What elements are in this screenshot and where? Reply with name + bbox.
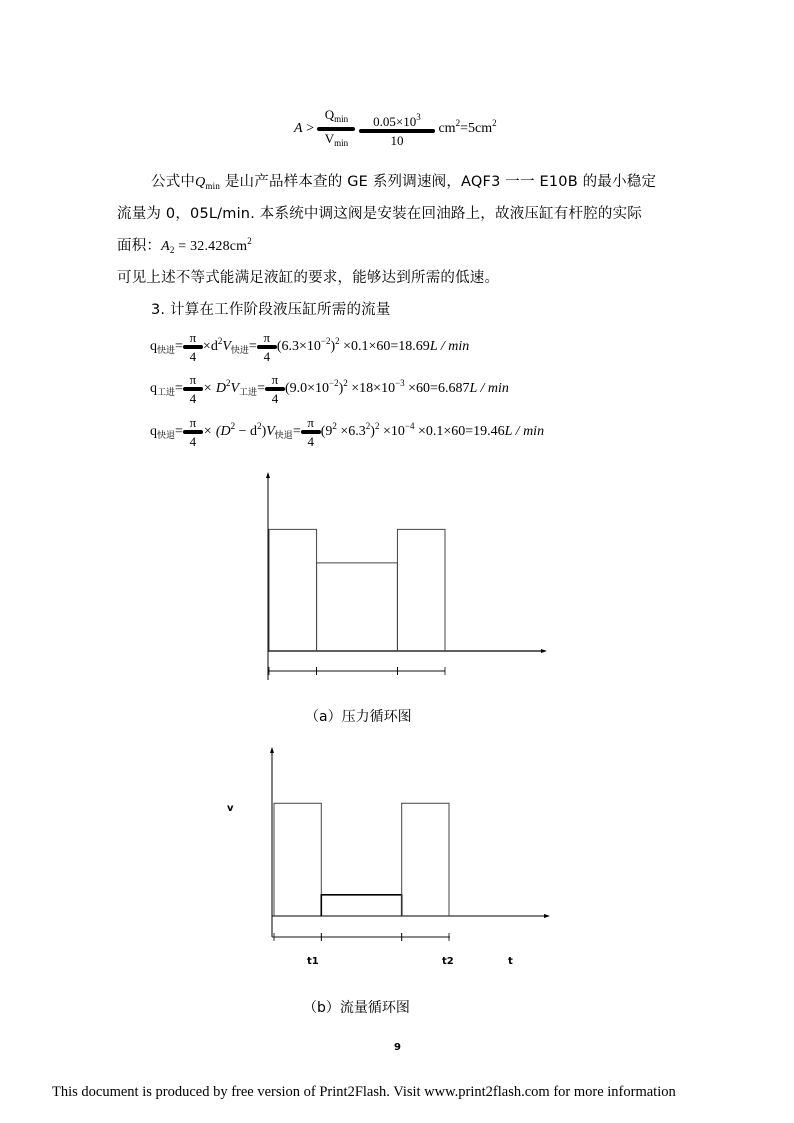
chart-b-tick-t1: t1 — [307, 956, 319, 967]
pi-fraction — [183, 416, 203, 448]
q-sub: min — [205, 181, 221, 191]
sup: 2 — [257, 421, 262, 432]
frac-denominator: 10 — [390, 133, 404, 148]
sup: −2 — [329, 378, 339, 389]
four: 4 — [263, 349, 271, 364]
flow-formula-work-feed: $q_{工进}=$ $\frac{\pi}{4}$ × $D^2V_{工进}=$ $\frac{\pi}{4}$ $(9.0\times 10^{-2})^2 \times 18\times 10^{-3} \times 60=6.687L / \min$ — [150, 372, 509, 406]
a2-sup: 2 — [247, 236, 252, 246]
flow-formula-fast-forward: $q_{快进}=$ $\frac{\pi}{4}$ $\times d^2V_{快进}=$ $\frac{\pi}{4}$ $(6.3\times 10^{-2})^2 \times 0.1\times 60=18.69L / \min$ — [150, 330, 470, 364]
pi-fraction — [301, 416, 321, 448]
term: ×0.1×60=18.69 — [339, 339, 430, 355]
v-symbol: V — [222, 339, 231, 355]
pi-fraction — [183, 373, 203, 405]
result: =5cm — [460, 121, 493, 137]
q-label: Q — [324, 107, 335, 122]
unit: L / min — [429, 339, 470, 355]
term: (6.3×10 — [276, 339, 321, 355]
q-sub: min — [334, 114, 349, 124]
sup: 2 — [230, 421, 236, 432]
cycle-segment-3 — [397, 529, 445, 651]
text-segment: 是山产品样本查的 GE 系列调速阀，AQF3 一一 E10B 的最小稳定 — [220, 174, 657, 190]
sup: 2 — [332, 421, 337, 432]
result-sup: 2 — [492, 118, 497, 129]
term: ) — [370, 424, 375, 440]
pi-fraction — [265, 373, 285, 405]
term: ×d — [202, 339, 218, 355]
text-segment: 面积： — [117, 238, 162, 254]
term: (9.0×10 — [284, 381, 330, 397]
v-sub: 快退 — [274, 430, 293, 441]
v-sub: min — [334, 138, 349, 148]
unit-sup: 2 — [455, 118, 461, 129]
numeric-fraction — [359, 111, 435, 147]
flow-formula-fast-return: $q_{快退}=$ $\frac{\pi}{4}$ × $(D^2 - d^2)V_{快退}=$ $\frac{\pi}{4}$ $(9^2 \times 6.3^2)^2 \times 10^{-4} \times 0.1\times 60=19.46L / \min$ — [150, 415, 545, 449]
q-label: q — [150, 381, 157, 397]
term: × (D — [202, 424, 231, 440]
x-axis-arrow — [544, 914, 550, 918]
four: 4 — [189, 349, 197, 364]
para-line-3 — [117, 234, 252, 255]
pi-fraction — [183, 331, 203, 363]
q-label: q — [150, 339, 157, 355]
term: ) — [261, 424, 267, 440]
pi-fraction — [257, 331, 277, 363]
frac-numerator: 0.05×10 — [373, 114, 417, 129]
q-sub: 快进 — [157, 345, 176, 356]
unit-cm: cm — [438, 121, 456, 137]
section-heading: 3. 计算在工作阶段液压缸所需的流量 — [151, 302, 391, 318]
term: ×10 — [379, 424, 405, 440]
a2-sub: 2 — [169, 245, 175, 255]
pi: π — [307, 415, 314, 430]
sup: 2 — [225, 378, 231, 389]
chart-b-ylabel: v — [227, 803, 234, 814]
term: ×0.1×60=19.46 — [414, 424, 505, 440]
footer-notice: This document is produced by free version of Print2Flash. Visit www.print2flash.com for more information — [52, 1084, 676, 1100]
chart-b-xlabel: t — [508, 956, 513, 967]
para-line-2: 流量为 0，05L/min. 本系统中调这阀是安装在回油路上，故液压缸有杆腔的实际 — [117, 206, 643, 222]
y-axis-arrow — [266, 472, 270, 478]
chart-b-tick-t2: t2 — [442, 956, 454, 967]
v-sub: 工进 — [239, 387, 258, 398]
sup: 2 — [365, 421, 371, 432]
para-line-4: 可见上述不等式能满足液缸的要求，能够达到所需的低速。 — [117, 270, 500, 286]
term: × D — [202, 381, 226, 397]
cycle-segment-1 — [269, 529, 317, 651]
a2-symbol: A — [161, 239, 170, 254]
q-over-v-fraction — [317, 108, 355, 150]
pi: π — [189, 415, 197, 430]
text-segment: 公式中 — [151, 174, 196, 190]
pi: π — [263, 330, 271, 345]
unit: L / min — [504, 424, 545, 440]
sup: −2 — [320, 336, 331, 347]
cycle-segment-1 — [274, 803, 321, 916]
term: (9 — [320, 424, 333, 440]
q-symbol: Q — [195, 175, 206, 190]
unit: L / min — [469, 381, 509, 397]
para-line-1 — [151, 170, 656, 191]
sup: 2 — [217, 336, 223, 347]
a2-value: = 32.428cm — [174, 239, 248, 254]
pi: π — [271, 372, 279, 387]
term: ×18×10 — [347, 381, 396, 397]
frac-num-sup: 3 — [416, 112, 421, 122]
pi: π — [189, 372, 197, 387]
term: ) — [330, 339, 336, 355]
y-axis-arrow — [270, 747, 274, 753]
v-sub: 快进 — [230, 345, 249, 356]
four: 4 — [307, 434, 314, 449]
cycle-segment-3 — [402, 803, 449, 916]
page-number: 9 — [394, 1042, 401, 1053]
area-symbol: A — [294, 121, 303, 137]
sup: 2 — [374, 421, 380, 432]
sup: 2 — [335, 336, 340, 347]
v-symbol: V — [230, 381, 240, 397]
four: 4 — [271, 391, 279, 406]
sup: −3 — [395, 378, 405, 389]
sup: 2 — [343, 378, 348, 389]
pressure-cycle-chart — [255, 468, 555, 683]
q-sub: 工进 — [157, 387, 176, 398]
q-sub: 快退 — [157, 430, 176, 441]
area-formula — [294, 108, 497, 150]
term: ×60=6.687 — [404, 381, 470, 397]
cycle-segment-2 — [317, 563, 398, 651]
v-label: V — [324, 131, 335, 146]
term: ×6.3 — [336, 424, 366, 440]
chart-b-caption: （b）流量循环图 — [303, 1000, 410, 1016]
flow-cycle-chart — [258, 745, 558, 945]
four: 4 — [189, 391, 197, 406]
term: − d — [235, 424, 258, 440]
pi: π — [189, 330, 197, 345]
v-symbol: V — [266, 424, 275, 440]
sup: −4 — [404, 421, 415, 432]
x-axis-arrow — [541, 649, 547, 653]
cycle-segment-2 — [321, 895, 401, 916]
gt-sign: > — [306, 121, 314, 137]
chart-a-caption: （a）压力循环图 — [305, 709, 412, 725]
term: ) — [338, 381, 344, 397]
four: 4 — [189, 434, 197, 449]
q-label: q — [150, 424, 157, 440]
